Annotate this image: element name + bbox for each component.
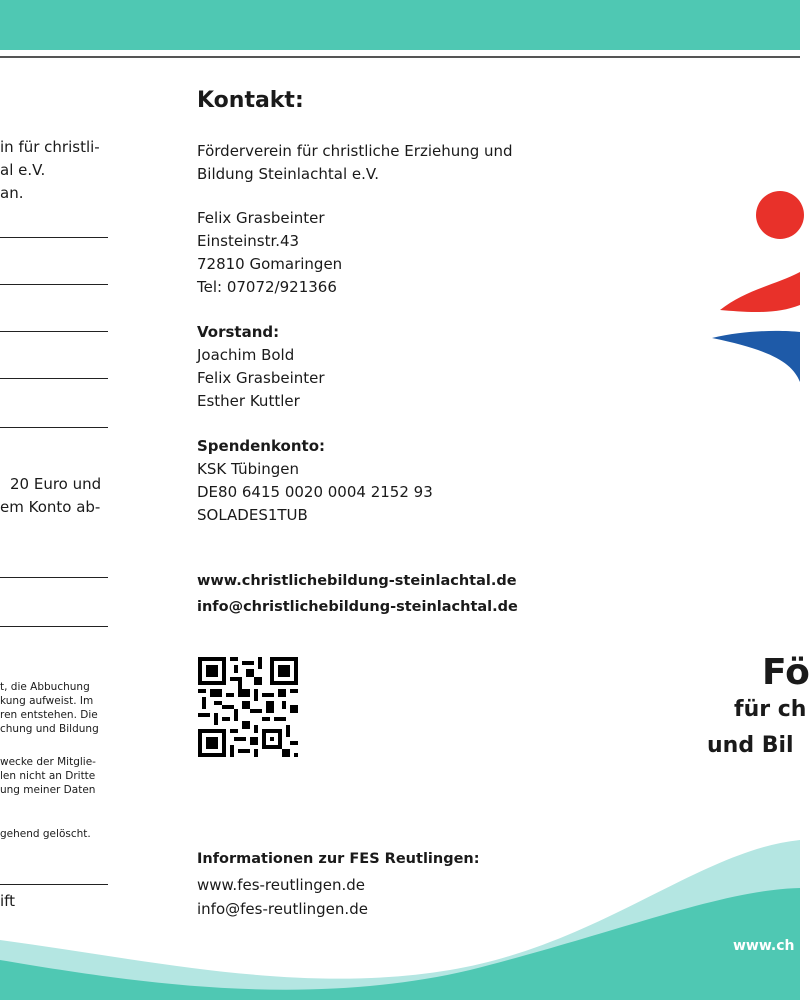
contact-phone: Tel: 07072/921366 bbox=[197, 278, 337, 296]
form-intro-line: al e.V. bbox=[0, 161, 46, 179]
contact-street: Einsteinstr.43 bbox=[197, 232, 300, 250]
cover-subtitle: für ch bbox=[734, 697, 807, 722]
legal-text: gehend gelöscht. bbox=[0, 828, 91, 840]
fes-email-link[interactable]: info@fes-reutlingen.de bbox=[197, 900, 368, 918]
fes-website-link[interactable]: www.fes-reutlingen.de bbox=[197, 876, 366, 894]
legal-text: kung aufweist. Im bbox=[0, 695, 94, 707]
bank-iban: DE80 6415 0020 0004 2152 93 bbox=[197, 483, 433, 501]
fes-info-label: Informationen zur FES Reutlingen: bbox=[197, 851, 480, 867]
contact-person: Felix Grasbeinter bbox=[197, 209, 325, 227]
board-member: Felix Grasbeinter bbox=[197, 369, 325, 387]
board-member: Joachim Bold bbox=[197, 346, 295, 364]
cover-website-link[interactable]: www.ch bbox=[733, 938, 795, 954]
contact-heading: Kontakt: bbox=[197, 88, 304, 113]
form-field-line[interactable] bbox=[0, 331, 108, 332]
cover-subtitle: und Bil bbox=[707, 733, 794, 758]
form-field-line[interactable] bbox=[0, 237, 108, 238]
board-member: Esther Kuttler bbox=[197, 392, 300, 410]
amount-text: em Konto ab- bbox=[0, 498, 101, 516]
email-link[interactable]: info@christlichebildung-steinlachtal.de bbox=[197, 599, 518, 615]
website-link[interactable]: www.christlichebildung-steinlachtal.de bbox=[197, 573, 517, 589]
legal-text: ung meiner Daten bbox=[0, 784, 96, 796]
legal-text: len nicht an Dritte bbox=[0, 770, 96, 782]
legal-text: wecke der Mitglie- bbox=[0, 756, 96, 768]
signature-label: ift bbox=[0, 892, 16, 910]
board-label: Vorstand: bbox=[197, 323, 280, 341]
bank-bic: SOLADES1TUB bbox=[197, 506, 308, 524]
org-name-line: Bildung Steinlachtal e.V. bbox=[197, 165, 379, 183]
form-intro-line: in für christli- bbox=[0, 138, 100, 156]
form-field-line[interactable] bbox=[0, 378, 108, 379]
bank-name: KSK Tübingen bbox=[197, 460, 300, 478]
bottom-wave-decoration bbox=[0, 820, 800, 1000]
org-name-line: Förderverein für christliche Erziehung und bbox=[197, 142, 513, 160]
top-teal-band bbox=[0, 0, 800, 50]
legal-text: ren entstehen. Die bbox=[0, 709, 98, 721]
legal-text: t, die Abbuchung bbox=[0, 681, 90, 693]
form-field-line[interactable] bbox=[0, 284, 108, 285]
amount-text: 20 Euro und bbox=[10, 475, 102, 493]
logo-figure-icon bbox=[700, 190, 800, 390]
form-field-line[interactable] bbox=[0, 427, 108, 428]
top-divider-line bbox=[0, 56, 800, 58]
cover-title: Fö bbox=[762, 652, 810, 693]
form-intro-line: an. bbox=[0, 184, 24, 202]
legal-text: chung und Bildung bbox=[0, 723, 99, 735]
qr-code-icon[interactable] bbox=[198, 657, 298, 757]
form-field-line[interactable] bbox=[0, 626, 108, 627]
bank-label: Spendenkonto: bbox=[197, 437, 326, 455]
form-field-line[interactable] bbox=[0, 577, 108, 578]
contact-city: 72810 Gomaringen bbox=[197, 255, 343, 273]
